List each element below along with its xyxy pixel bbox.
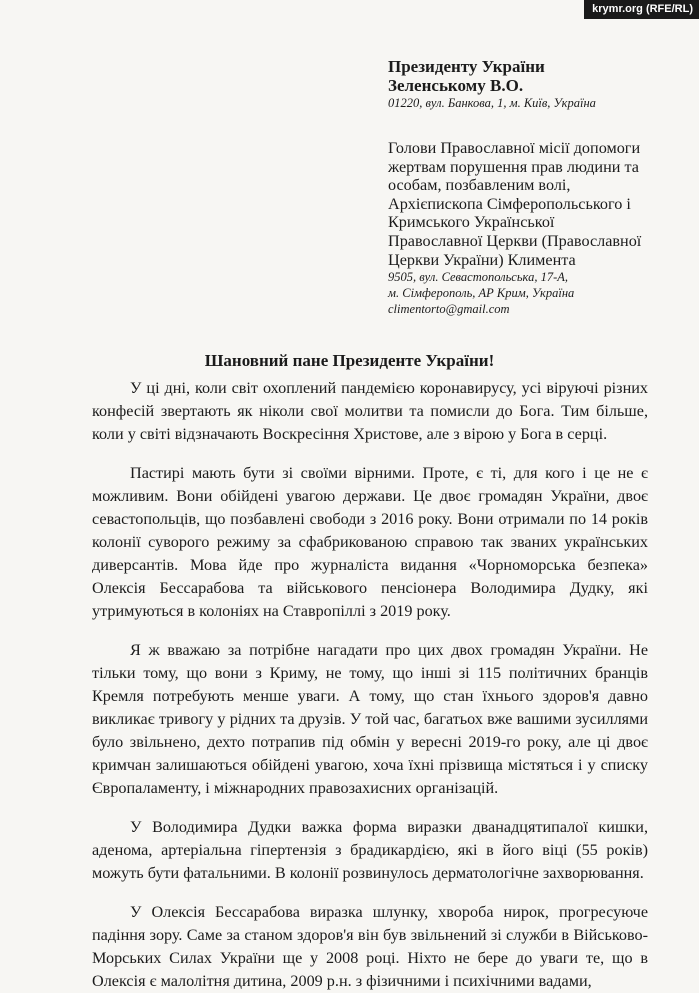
recipient-name: Зеленському В.О. [388, 76, 524, 95]
sender-line: Кримського Української [388, 213, 555, 232]
sender-line: Голови Православної місії допомоги [388, 139, 641, 157]
recipient-block [388, 57, 688, 112]
sender-block [388, 139, 688, 317]
recipient-title: Президенту України [388, 57, 545, 76]
sender-line: особам, позбавленим волі, [388, 176, 571, 195]
sender-line: Православної Церкви (Православної [388, 231, 642, 250]
sender-line: жертвам порушення прав людини та [388, 157, 639, 176]
body-paragraph: Я ж вважаю за потрібне нагадати про цих двох громадян України. Не тільки тому, що вони з Криму, не тому, що інші зі 115 політичних бранців Кремля потребують менше уваги. А тому, що стан їхнього здоров'я давно викликає тривогу у рідних та друзів. У той час, багатьох вже вашими зусиллями було звільнено, дехто потрапив під обмін у вересні 2019-го року, але ці двоє кримчан залишаються обійдені увагою, хоча їхні прізвища містяться і у списку Європаламенту, і міжнародних правозахисних організацій. [92, 641, 648, 797]
sender-line: Церкви України) Климента [388, 250, 576, 269]
sender-address-line: 9505, вул. Севастопольська, 17-А, [388, 270, 568, 285]
sender-email: climentorto@gmail.com [388, 302, 510, 317]
sender-line: Архієпископа Сімферопольського і [388, 194, 631, 213]
body-paragraph: Пастирі мають бути зі своїми вірними. Проте, є ті, для кого і це не є можливим. Вони обійдені увагою держави. Це двоє громадян України, двоє севастопольців, що позбавлені свободи з 2016 року. Вони отримали по 14 років колонії суворого режиму за сфабрикованою справою так званих українських диверсантів. Мова йде про журналіста видання «Чорноморська безпека» Олексія Бессарабова та військового пенсіонера Володимира Дудку, які утримуються в колоніях на Ставропіллі з 2019 року. [92, 464, 648, 620]
body-paragraph: У Володимира Дудки важка форма виразки дванадцятипалої кишки, аденома, артеріальна гіпертензія з брадикардією, які в його віці (55 років) можуть бути фатальними. В колонії розвинулось дерматологічне захворювання. [92, 818, 648, 882]
sender-address-line: м. Сімферополь, АР Крим, Україна [388, 286, 575, 301]
letter-body [92, 377, 648, 993]
body-paragraph: У ці дні, коли світ охоплений пандемією коронавирусу, усі віруючі різних конфесій звертають як ніколи свої молитви та помисли до Бога. Тим більше, коли у світі відзначають Воскресіння Христове, але з вірою у Бога в серці. [92, 379, 648, 443]
recipient-address: 01220, вул. Банкова, 1, м. Київ, Україна [388, 96, 596, 110]
body-paragraph: У Олексія Бессарабова виразка шлунку, хвороба нирок, прогресуюче падіння зору. Саме за станом здоров'я він був звільнений зі служби в Військово-Морських Силах України ще у 2008 році. Ніхто не бере до уваги те, що в Олексія є малолітня дитина, 2009 р.н. з фізичними і психічними вадами, [92, 903, 648, 990]
source-watermark: krymr.org (RFE/RL) [584, 0, 699, 19]
greeting-heading: Шановний пане Президенте України! [204, 351, 495, 370]
